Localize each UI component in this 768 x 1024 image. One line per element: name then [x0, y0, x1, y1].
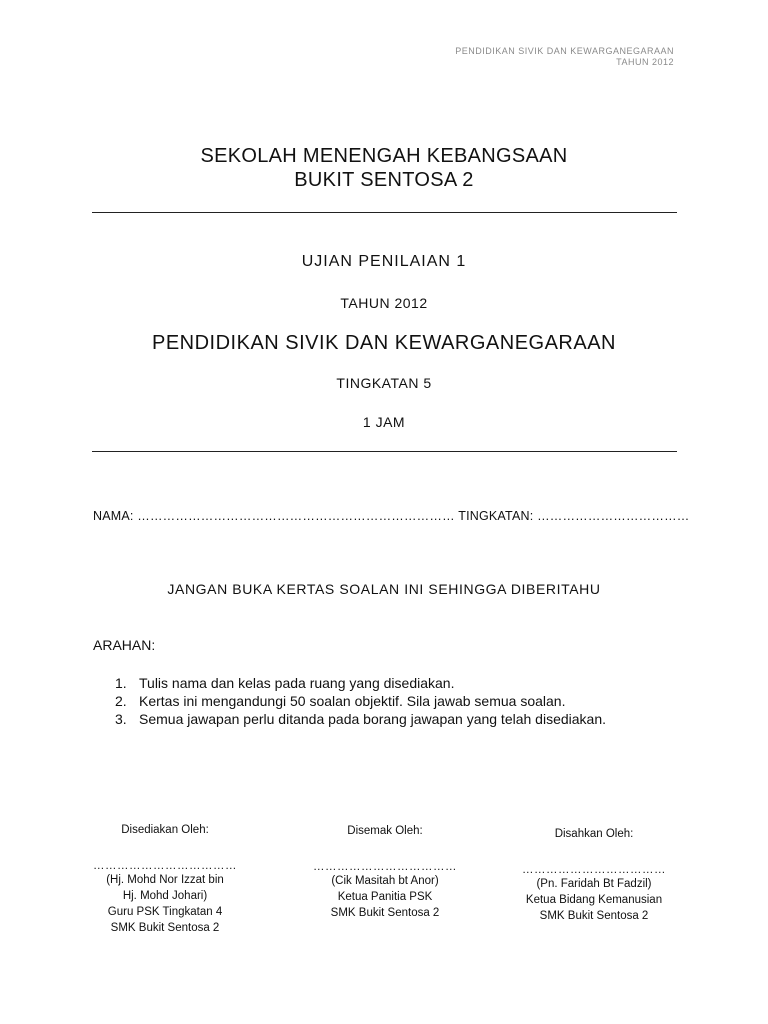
signatory-line: Hj. Mohd Johari)	[122, 890, 208, 902]
exam-duration: 1 JAM	[362, 414, 406, 430]
signature-block-approved	[494, 826, 694, 924]
bottom-divider	[92, 451, 677, 452]
signatory-line: SMK Bukit Sentosa 2	[539, 910, 649, 922]
school-name-line1: SEKOLAH MENENGAH KEBANGSAAN	[200, 145, 568, 167]
signature-role: Disediakan Oleh:	[121, 824, 209, 836]
signatory-line: SMK Bukit Sentosa 2	[110, 922, 220, 934]
form-field[interactable]: ………………………………	[537, 509, 690, 523]
running-header-year: TAHUN 2012	[616, 57, 674, 67]
signatory-line: Ketua Bidang Kemanusian	[525, 894, 663, 906]
school-name-line2: BUKIT SENTOSA 2	[294, 169, 474, 191]
school-name	[0, 144, 768, 192]
warning-notice: JANGAN BUKA KERTAS SOALAN INI SEHINGGA DIBERITAHU	[167, 581, 601, 597]
list-item	[115, 692, 606, 710]
signatory-line: Ketua Panitia PSK	[337, 891, 433, 903]
instructions-title: ARAHAN:	[93, 637, 156, 653]
running-header-subject: PENDIDIKAN SIVIK DAN KEWARGANEGARAAN	[455, 46, 674, 56]
list-item-text: Semua jawapan perlu ditanda pada borang jawapan yang telah disediakan.	[139, 711, 607, 727]
top-divider	[92, 212, 677, 213]
exam-subject: PENDIDIKAN SIVIK DAN KEWARGANEGARAAN	[151, 332, 616, 354]
signature-block-checked	[285, 823, 485, 921]
signature-role: Disahkan Oleh:	[554, 828, 634, 840]
list-item	[115, 674, 606, 692]
signature-line: ………………………………	[313, 861, 457, 873]
list-item	[115, 710, 606, 728]
instructions-list	[115, 674, 606, 728]
form-label: TINGKATAN:	[458, 509, 534, 523]
list-item-number: 2.	[115, 693, 127, 709]
signatory-line: Guru PSK Tingkatan 4	[107, 906, 223, 918]
list-item-text: Kertas ini mengandungi 50 soalan objektif. Sila jawab semua soalan.	[139, 693, 566, 709]
signature-role: Disemak Oleh:	[347, 825, 423, 837]
list-item-text: Tulis nama dan kelas pada ruang yang disediakan.	[139, 675, 455, 691]
list-item-number: 1.	[115, 675, 127, 691]
name-field[interactable]: …………………………………………………………………	[137, 509, 455, 523]
student-details-row	[93, 509, 689, 523]
signatory-line: (Hj. Mohd Nor Izzat bin	[106, 874, 224, 886]
signature-line: ………………………………	[522, 864, 666, 876]
signatory-line: (Pn. Faridah Bt Fadzil)	[536, 878, 652, 890]
exam-title: UJIAN PENILAIAN 1	[301, 253, 467, 270]
signature-block-prepared	[65, 822, 265, 936]
name-label: NAMA:	[93, 509, 134, 523]
signature-line: ………………………………	[93, 860, 237, 872]
signatory-line: SMK Bukit Sentosa 2	[330, 907, 440, 919]
signatory-line: (Cik Masitah bt Anor)	[331, 875, 439, 887]
running-header	[455, 46, 674, 68]
list-item-number: 3.	[115, 711, 127, 727]
exam-form: TINGKATAN 5	[336, 375, 432, 391]
exam-year: TAHUN 2012	[340, 295, 428, 311]
